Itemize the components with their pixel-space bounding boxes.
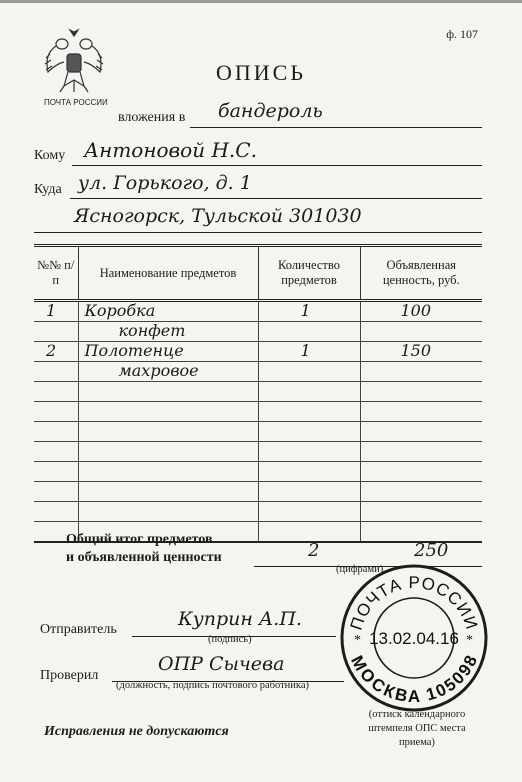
table-row — [34, 502, 482, 522]
col-header-name: Наименование предметов — [78, 246, 258, 301]
cell-value[interactable] — [360, 362, 482, 382]
to-value[interactable]: Антоновой Н.С. — [84, 138, 257, 162]
totals-label-2: и объявленной ценности — [66, 550, 222, 565]
cell-value[interactable] — [360, 342, 482, 362]
cell-item-name[interactable] — [78, 482, 258, 502]
cell-item-name[interactable] — [78, 462, 258, 482]
cell-item-name[interactable] — [78, 322, 258, 342]
checker-caption: (должность, подпись почтового работника) — [116, 680, 310, 691]
cell-quantity[interactable] — [258, 502, 360, 522]
address-line-2[interactable]: Ясногорск, Тульской 301030 — [74, 205, 362, 227]
totals-label-1: Общий итог предметов — [66, 532, 213, 547]
sender-label: Отправитель — [40, 622, 117, 637]
cell-value[interactable] — [360, 502, 482, 522]
contents-label: вложения в — [118, 110, 186, 125]
cell-quantity[interactable] — [258, 522, 360, 543]
cell-value[interactable] — [360, 442, 482, 462]
stamp-caption: (оттиск календарного штемпеля ОПС места приема) — [368, 709, 466, 748]
cell-item-name[interactable] — [78, 342, 258, 362]
cell-quantity[interactable] — [258, 342, 360, 362]
cell-number[interactable] — [34, 362, 78, 382]
checker-signature[interactable]: ОПР Сычева — [158, 653, 285, 675]
checker-label: Проверил — [40, 668, 99, 683]
cell-value[interactable] — [360, 462, 482, 482]
cell-value[interactable] — [360, 382, 482, 402]
cell-value[interactable] — [360, 322, 482, 342]
cell-quantity[interactable] — [258, 462, 360, 482]
cell-item-name[interactable] — [78, 502, 258, 522]
totals-count[interactable]: 2 — [308, 540, 320, 561]
table-row — [34, 322, 482, 342]
table-row — [34, 422, 482, 442]
table-row — [34, 402, 482, 422]
cell-quantity[interactable] — [258, 362, 360, 382]
col-header-value: Объявленная ценность, руб. — [360, 246, 482, 301]
cell-quantity[interactable] — [258, 442, 360, 462]
cell-item-name[interactable] — [78, 382, 258, 402]
address-label: Куда — [34, 182, 62, 197]
brand-name: ПОЧТА РОССИИ — [44, 98, 108, 107]
cell-item-name-text: махровое — [118, 361, 199, 380]
table-header-row — [34, 246, 482, 301]
cell-number[interactable] — [34, 502, 78, 522]
stamp-bottom-text: МОСКВА 105098 — [347, 652, 482, 707]
cell-quantity-text: 1 — [300, 301, 311, 320]
cell-value[interactable] — [360, 422, 482, 442]
col-header-quantity: Количество предметов — [258, 246, 360, 301]
page-title: ОПИСЬ — [216, 60, 306, 85]
items-table — [34, 244, 482, 543]
cell-quantity[interactable] — [258, 382, 360, 402]
table-row — [34, 301, 482, 322]
cell-value-text: 100 — [400, 301, 432, 320]
cell-value-text: 150 — [400, 341, 432, 360]
cell-number[interactable] — [34, 402, 78, 422]
table-row — [34, 462, 482, 482]
stamp-top-text: ПОЧТА РОССИИ — [346, 572, 482, 633]
cell-quantity-text: 1 — [300, 341, 311, 360]
cell-number[interactable] — [34, 322, 78, 342]
table-row — [34, 382, 482, 402]
cell-item-name[interactable] — [78, 301, 258, 322]
cell-item-name-text: Полотенце — [84, 341, 184, 360]
corrections-notice: Исправления не допускаются — [44, 724, 229, 739]
postmark-stamp — [338, 562, 490, 714]
cell-number[interactable] — [34, 422, 78, 442]
address-line-1[interactable]: ул. Горького, д. 1 — [78, 172, 252, 194]
to-label: Кому — [34, 148, 66, 163]
cell-item-name[interactable] — [78, 422, 258, 442]
cell-quantity[interactable] — [258, 402, 360, 422]
cell-number[interactable] — [34, 342, 78, 362]
totals-value[interactable]: 250 — [414, 540, 449, 561]
cell-quantity[interactable] — [258, 482, 360, 502]
cell-number-text: 2 — [46, 341, 57, 360]
cell-number[interactable] — [34, 482, 78, 502]
svg-text:МОСКВА 105098 — [347, 653, 481, 706]
table-row — [34, 442, 482, 462]
cell-value[interactable] — [360, 301, 482, 322]
cell-item-name-text: конфет — [118, 321, 186, 340]
contents-value[interactable]: бандероль — [218, 100, 323, 122]
cell-value[interactable] — [360, 522, 482, 543]
table-row — [34, 362, 482, 382]
cell-item-name[interactable] — [78, 402, 258, 422]
cell-item-name[interactable] — [78, 362, 258, 382]
col-header-number: №№ п/п — [34, 246, 78, 301]
table-row — [34, 342, 482, 362]
sender-caption: (подпись) — [208, 634, 252, 645]
cell-item-name-text: Коробка — [84, 301, 156, 320]
scan-edge — [0, 0, 522, 3]
stamp-date: 13.02.04.16 — [369, 629, 459, 648]
cell-quantity[interactable] — [258, 422, 360, 442]
cell-quantity[interactable] — [258, 301, 360, 322]
cell-value[interactable] — [360, 402, 482, 422]
form-code: ф. 107 — [446, 27, 478, 41]
cell-item-name[interactable] — [78, 442, 258, 462]
cell-number-text: 1 — [46, 301, 57, 320]
totals-caption: (цифрами) — [336, 564, 384, 575]
cell-quantity[interactable] — [258, 322, 360, 342]
cell-number[interactable] — [34, 442, 78, 462]
cell-number[interactable] — [34, 301, 78, 322]
cell-number[interactable] — [34, 382, 78, 402]
stamp-star-left: * — [354, 633, 361, 648]
cell-value[interactable] — [360, 482, 482, 502]
cell-number[interactable] — [34, 462, 78, 482]
stamp-star-right: * — [466, 633, 473, 648]
table-row — [34, 482, 482, 502]
sender-signature[interactable]: Куприн А.П. — [178, 608, 302, 630]
